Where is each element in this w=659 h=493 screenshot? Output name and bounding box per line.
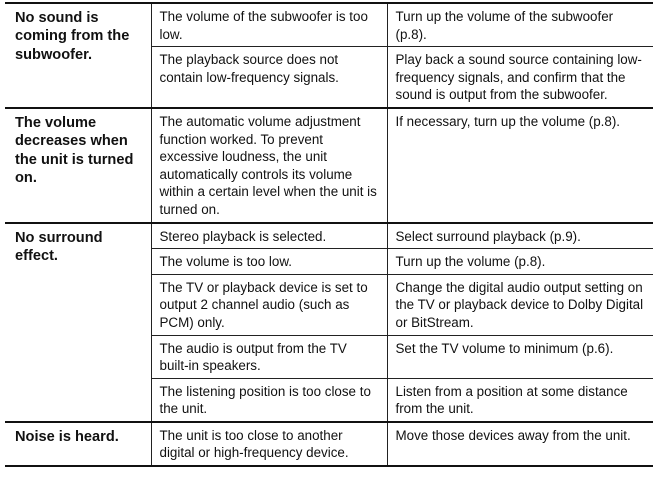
cause-cell: The listening position is too close to the unit. <box>151 378 387 422</box>
remedy-cell: Listen from a position at some distance from the unit. <box>387 378 653 422</box>
symptom-cell: Noise is heard. <box>5 422 151 466</box>
troubleshooting-table-container <box>5 2 653 467</box>
cause-cell: The TV or playback device is set to output 2 channel audio (such as PCM) only. <box>151 274 387 335</box>
cause-cell: The volume of the subwoofer is too low. <box>151 3 387 47</box>
symptom-cell: No surround effect. <box>5 223 151 422</box>
table-row <box>5 3 653 47</box>
table-row <box>5 223 653 249</box>
symptom-cell: No sound is coming from the subwoofer. <box>5 3 151 108</box>
remedy-cell: Select surround playback (p.9). <box>387 223 653 249</box>
remedy-cell: Change the digital audio output setting on the TV or playback device to Dolby Digital or BitStream. <box>387 274 653 335</box>
remedy-cell: If necessary, turn up the volume (p.8). <box>387 108 653 223</box>
remedy-cell: Turn up the volume of the subwoofer (p.8). <box>387 3 653 47</box>
symptom-cell: The volume decreases when the unit is turned on. <box>5 108 151 223</box>
troubleshooting-table-body <box>5 3 653 466</box>
remedy-cell: Move those devices away from the unit. <box>387 422 653 466</box>
cause-cell: The playback source does not contain low-frequency signals. <box>151 47 387 108</box>
cause-cell: Stereo playback is selected. <box>151 223 387 249</box>
cause-cell: The audio is output from the TV built-in speakers. <box>151 335 387 378</box>
remedy-cell: Play back a sound source containing low-frequency signals, and confirm that the sound is output from the subwoofer. <box>387 47 653 108</box>
table-row <box>5 108 653 223</box>
table-row <box>5 422 653 466</box>
remedy-cell: Turn up the volume (p.8). <box>387 249 653 275</box>
cause-cell: The volume is too low. <box>151 249 387 275</box>
cause-cell: The unit is too close to another digital or high-frequency device. <box>151 422 387 466</box>
cause-cell: The automatic volume adjustment function worked. To prevent excessive loudness, the unit automatically controls its volume within a certain level when the unit is turned on. <box>151 108 387 223</box>
remedy-cell: Set the TV volume to minimum (p.6). <box>387 335 653 378</box>
troubleshooting-table <box>5 2 653 467</box>
